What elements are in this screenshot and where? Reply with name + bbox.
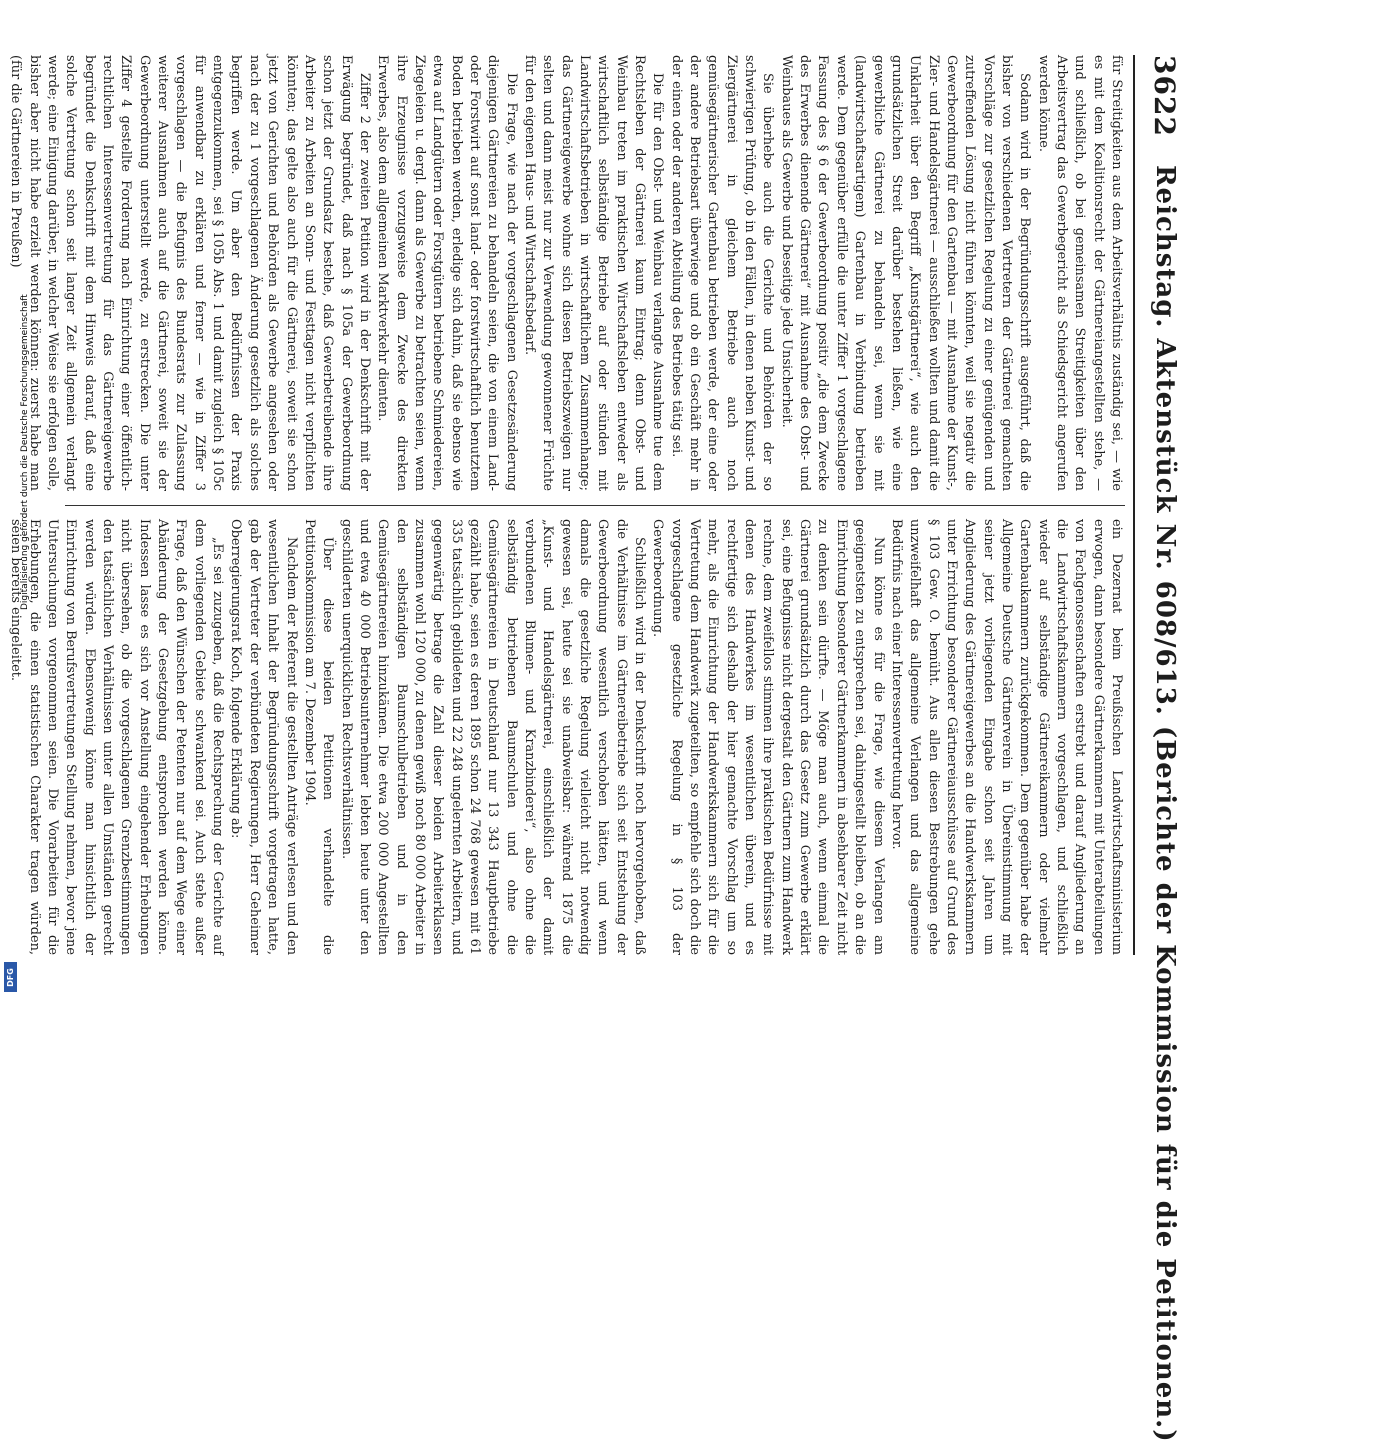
paragraph: für Streitigkeiten aus dem Arbeitsverhältnis zuständig sei, — wie es mit dem Koalitionsrecht der Gärtnereiangestellten stehe, — und schließlich, ob bei gemeinsamen Streitigkeiten über den Arbeitsvertrag das Gewerbegericht als Schiedsgericht angerufen werden könne. xyxy=(1035,55,1124,491)
paragraph: „Es sei zuzugeben, daß die Rechtsprechung der Gerichte auf dem vorliegenden Gebiete schwankend sei. Auch stehe außer Frage, daß den Wünschen der Petenten nur auf dem Wege einer Abänderung der Gesetzgebung entsprochen werden könne. Indessen lasse es sich vor Anstellung eingehender Erhebungen nicht übersehen, ob die vorgeschlagenen Grenzbestimmungen den tatsächlichen Verhältnissen unter allen Umständen gerecht werden würden. Ebensowenig könne man hinsichtlich der Einrichtung von Berufsvertretungen Stellung nehmen, bevor jene Untersuchungen vorgenommen seien. Die Vorarbeiten für die Erhebungen, die einen statistischen Charakter tragen würden, seien bereits eingeleitet. xyxy=(8,519,226,955)
paragraph: ein Dezernat beim Preußischen Landwirtschaftsministerium erwogen, dann besondere Gärtnerkammern mit Unterabteilungen von Fachgenossenschaften erstrebt und darauf Angliederung an die Landwirtschaftskammern vorgeschlagen, und schließlich wieder auf selbständige Gärtnereikammern oder vielmehr Gartenbaukammern zurückgekommen. Dem gegenüber habe der Allgemeine Deutsche Gärtnerverein in Übereinstimmung mit seiner jetzt vorliegenden Eingabe schon seit Jahren um Angliederung des Gärtnereigewerbes an die Handwerkskammern unter Errichtung besonderer Gärtnereiausschüsse auf Grund des § 103 Gew. O. bemüht. Aus allen diesen Bestrebungen gehe unzweifelhaft das allgemeine Verlangen und das allgemeine Bedürfnis nach einer Interessenvertretung hervor. xyxy=(888,519,1124,955)
right-column xyxy=(8,519,1125,955)
paragraph: Die für den Obst- und Weinbau verlangte Ausnahme tue dem Rechtsleben der Gärtnerei kaum Eintrag; denn Obst- und Weinbau treten im praktischen Wirtschaftsleben entweder als wirtschaftlich selbständige Betriebe auf oder stünden mit Landwirtschaftsbetrieben in wirtschaftlichem Zusammenhange; das Gärtnereigewerbe wohne sich diesen Betriebszweigen nur selten und dann meist nur zur Verwendung gewonnener Früchte für den eigenen Haus- und Wirtschaftsbedarf. xyxy=(522,55,666,491)
dfg-logo-text: DFG xyxy=(6,967,16,987)
dfg-logo xyxy=(4,962,17,992)
page-number: 3622 xyxy=(1148,55,1182,137)
paragraph: Über diese beiden Petitionen verhandelte die Petitionskommission am 7. Dezember 1904. xyxy=(301,519,336,955)
paragraph: Nun könne es für die Frage, wie diesem Verlangen am geeignetsten zu entsprechen sei, dahingestellt bleiben, ob an die Einrichtung besonderer Gärtnerkammern in absehbarer Zeit nicht zu denken sein dürfte. — Möge man auch, wenn einmal die Gärtnerei grundsätzlich durch das Gesetz zum Gewerbe erklärt sei, eine Befugnisse nicht dergestalt den Gärtnern zum Handwerk rechne, dem zweifellos stimmen ihre praktischen Bedürfnisse mit denen des Handwerkes im wesentlichen überein, und es rechtfertige sich deshalb der hier gemachte Vorschlag um so mehr, als die Einrichtung der Handwerkskammern sich für die Vertretung dem Handwerk zugeteilten, so empfehle sich doch die vorgeschlagene gesetzliche Regelung in § 103 der Gewerbeordnung. xyxy=(650,519,886,955)
paragraph: Schließlich wird in der Denkschrift noch hervorgehoben, daß die Verhältnisse im Gärtnereibetriebe sich seit Entstehung der Gewerbeordnung wesentlich verschoben hätten, und wenn damals die gesetzliche Regelung vielleicht nicht notwendig gewesen sei, heute sei sie unabweisbar: während 1875 die „Kunst- und Handelsgärtnerei, einschließlich der damit verbundenen Blumen- und Kranzbinderei“, also ohne die selbständig betriebenen Baumschulen und ohne die Gemüsegärtnereien in Deutschland nur 13 343 Hauptbetriebe gezählt habe, seien es deren 1895 schon 24 768 gewesen mit 61 335 tatsächlich gebildeten und 22 248 ungelernten Arbeitern, und gegenwärtig betrage die Zahl dieser beiden Arbeiterklassen zusammen wohl 120 000, zu denen gewiß noch 80 000 Arbeiter in den selbständigen Baumschulbetrieben und in den Gemüsegärtnereien hinzukämen. Die etwa 200 000 Angestellten und etwa 40 000 Betriebsunternehmer lebten heute unter den geschilderten unerquicklichen Rechtsverhältnissen. xyxy=(338,519,648,955)
paragraph: Die Frage, wie nach der vorgeschlagenen Gesetzesänderung diejenigen Gärtnereien zu behandeln seien, die von einem Land- oder Forstwirt auf sonst land- oder forstwirtschaftlich benutztem Boden betrieben werden, erledige sich dahin, daß sie ebenso wie etwa auf Landgütern oder Forstgütern betriebene Schmiedereien, Ziegeleien u. dergl. dann als Gewerbe zu betrachten seien, wenn ihre Erzeugnisse vorzugsweise dem Zwecke des direkten Erwerbes, also dem allgemeinen Marktverkehr dienten. xyxy=(375,55,519,491)
running-title: Reichstag. Aktenstück Nr. 608/613. (Berichte der Kommission für die Petitionen.) xyxy=(1150,164,1180,1443)
paragraph: Sie überhebe auch die Gerichte und Behörden der so schwierigen Prüfung, ob in den Fällen, in denen neben Kunst- und Ziergärtnerei in gleichem Betriebe auch noch gemüsegärtnerischer Gartenbau betrieben werde, der eine oder der andere Betriebsart überwiege und ob ein Geschäft mehr in der einen oder der anderen Abteilung des Betriebes tätig sei. xyxy=(668,55,776,491)
digitization-notice: Digitalisierung gefördert durch die Deutsche Forschungsgemeinschaft xyxy=(20,294,30,610)
page-header xyxy=(1139,55,1191,1443)
header-rule xyxy=(1133,55,1135,955)
paragraph: Ziffer 2 der zweiten Petition wird in der Denkschrift mit der Erwägung begründet, daß nach § 105a der Gewerbeordnung schon jetzt der Grundsatz bestehe, daß Gewerbetreibende ihre Arbeiter zu Arbeiten an Sonn- und Festtagen nicht verpflichten könnten; das gelte also auch für die Gärtnerei, soweit sie schon jetzt von Gerichten und Behörden als Gewerbe angesehen oder nach der zu 1 vorgeschlagenen Änderung gesetzlich als solches begriffen werde. Um aber den Bedürfnissen der Praxis entgegenzukommen, sei § 105b Abs. 1 und damit zugleich § 105c für anwendbar zu erklären und ferner — wie in Ziffer 3 vorgeschlagen — die Befugnis des Bundesrats zur Zulassung weiterer Ausnahmen auch auf die Gärtnerei, soweit sie der Gewerbeordnung unterstellt werde, zu erstrecken. Die unter Ziffer 4 gestellte Forderung nach Einrichtung einer öffentlich-rechtlichen Interessenvertretung für das Gärtnereigewerbe begründet die Denkschrift mit dem Hinweis darauf, daß eine solche Vertretung schon seit langer Zeit allgemein verlangt werde; eine Einigung darüber, in welcher Weise sie erfolgen solle, bisher aber nicht habe erzielt werden können: zuerst habe man (für die Gärtnereien in Preußen) xyxy=(8,55,372,491)
paragraph: Nachdem der Referent die gestellten Anträge verlesen und den wesentlichen Inhalt der Begründungsschrift vorgetragen hatte, gab der Vertreter der verbündeten Regierungen, Herr Geheimer Oberregierungsrat Koch, folgende Erklärung ab: xyxy=(228,519,299,955)
paragraph: Sodann wird in der Begründungsschrift ausgeführt, daß die bisher von verschiedenen Vertretern der Gärtnerei gemachten Vorschläge zur gesetzlichen Regelung zu einer genügenden und zutreffenden Lösung nicht führen könnten, weil sie negativ die Gewerbeordnung für den Gartenbau — mit Ausnahme der Kunst-, Zier- und Handelsgärtnerei — ausschließen wollten und damit die Unklarheit über den Begriff „Kunstgärtnerei“, wie auch den grundsätzlichen Streit darüber bestehen ließen, wie eine gewerbliche Gärtnerei zu behandeln sei, wenn sie mit (landwirtschaftsartigem) Gartenbau in Verbindung betrieben werde. Dem gegenüber erfülle die unter Ziffer 1 vorgeschlagene Fassung des § 6 der Gewerbeordnung positiv „die dem Zwecke des Erwerbes dienende Gärtnerei“ mit Ausnahme des Obst- und Weinbaues als Gewerbe und beseitige jede Unsicherheit. xyxy=(778,55,1033,491)
column-divider xyxy=(65,505,1125,506)
